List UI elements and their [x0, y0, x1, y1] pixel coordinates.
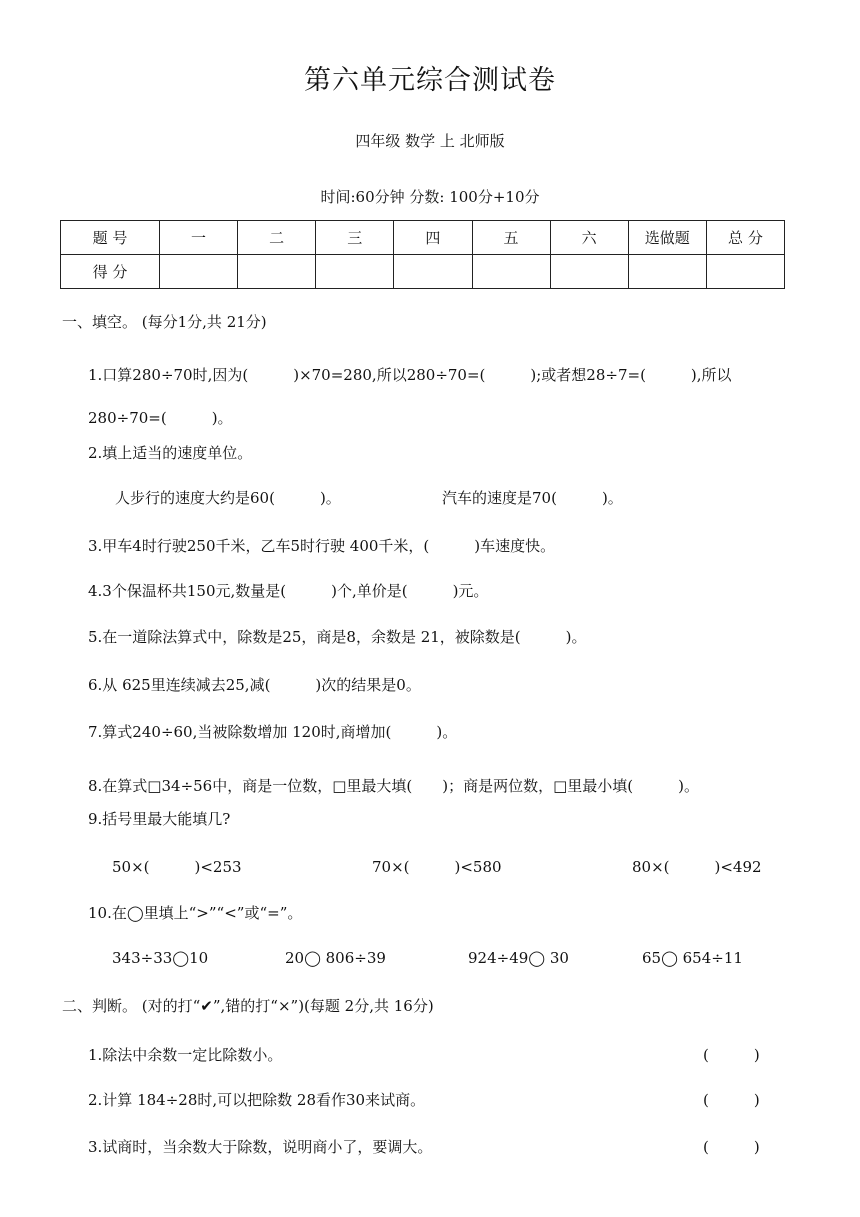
score-table-header-optional: 选做题: [628, 221, 706, 255]
question-10-c: 924÷49◯ 30: [468, 949, 569, 967]
judge-question-1: 1.除法中余数一定比除数小。: [88, 1046, 283, 1064]
section1-heading: 一、填空。 (每分1分,共 21分): [62, 313, 267, 331]
score-table-header-1: 一: [160, 221, 238, 255]
score-cell[interactable]: [706, 255, 784, 289]
question-3: 3.甲车4时行驶250千米，乙车5时行驶 400千米，( )车速度快。: [88, 537, 556, 555]
question-4: 4.3个保温杯共150元,数量是( )个,单价是( )元。: [88, 582, 489, 600]
score-cell[interactable]: [160, 255, 238, 289]
judge-question-2: 2.计算 184÷28时,可以把除数 28看作30来试商。: [88, 1091, 426, 1109]
score-table-header-4: 四: [394, 221, 472, 255]
question-9-c: 80×( )<492: [632, 858, 762, 876]
score-cell[interactable]: [238, 255, 316, 289]
question-8: 8.在算式□34÷56中，商是一位数，□里最大填( )；商是两位数，□里最小填( )。: [88, 777, 699, 795]
section2-heading: 二、判断。 (对的打“✔”,错的打“×”)(每题 2分,共 16分): [62, 997, 434, 1015]
question-7: 7.算式240÷60,当被除数增加 120时,商增加( )。: [88, 723, 458, 741]
score-table: [60, 220, 785, 289]
score-table-header-5: 五: [472, 221, 550, 255]
question-1-line1: 1.口算280÷70时,因为( )×70=280,所以280÷70=( );或者想28÷7=( ),所以: [88, 366, 732, 384]
question-2-a: 人步行的速度大约是60( )。: [115, 489, 341, 507]
page-title: 第六单元综合测试卷: [304, 65, 556, 96]
score-cell[interactable]: [316, 255, 394, 289]
page-subtitle: 四年级 数学 上 北师版: [355, 132, 505, 150]
score-table-header-label: 题 号: [61, 221, 160, 255]
judge-question-3: 3.试商时，当余数大于除数，说明商小了，要调大。: [88, 1138, 433, 1156]
question-1-line2: 280÷70=( )。: [88, 409, 233, 427]
score-table-score-label: 得 分: [61, 255, 160, 289]
question-10-a: 343÷33◯10: [112, 949, 209, 967]
score-cell[interactable]: [628, 255, 706, 289]
question-9-b: 70×( )<580: [372, 858, 502, 876]
score-cell[interactable]: [394, 255, 472, 289]
score-table-header-6: 六: [550, 221, 628, 255]
question-2-b: 汽车的速度是70( )。: [442, 489, 623, 507]
question-5: 5.在一道除法算式中，除数是25，商是8，余数是 21，被除数是( )。: [88, 628, 587, 646]
score-table-score-row: [61, 255, 785, 289]
score-table-header-2: 二: [238, 221, 316, 255]
score-table-header-total: 总 分: [706, 221, 784, 255]
time-score-line: 时间:60分钟 分数: 100分+10分: [320, 188, 540, 206]
question-10-b: 20◯ 806÷39: [285, 949, 386, 967]
judge-answer-paren-3[interactable]: ( ): [703, 1138, 760, 1156]
score-cell[interactable]: [550, 255, 628, 289]
question-10-d: 65◯ 654÷11: [642, 949, 743, 967]
score-cell[interactable]: [472, 255, 550, 289]
question-2: 2.填上适当的速度单位。: [88, 444, 253, 462]
judge-answer-paren-2[interactable]: ( ): [703, 1091, 760, 1109]
question-10: 10.在◯里填上“>”“<”或“=”。: [88, 904, 303, 922]
judge-answer-paren-1[interactable]: ( ): [703, 1046, 760, 1064]
score-table-header-row: [61, 221, 785, 255]
question-6: 6.从 625里连续减去25,减( )次的结果是0。: [88, 676, 421, 694]
question-9: 9.括号里最大能填几?: [88, 810, 231, 828]
score-table-header-3: 三: [316, 221, 394, 255]
question-9-a: 50×( )<253: [112, 858, 242, 876]
